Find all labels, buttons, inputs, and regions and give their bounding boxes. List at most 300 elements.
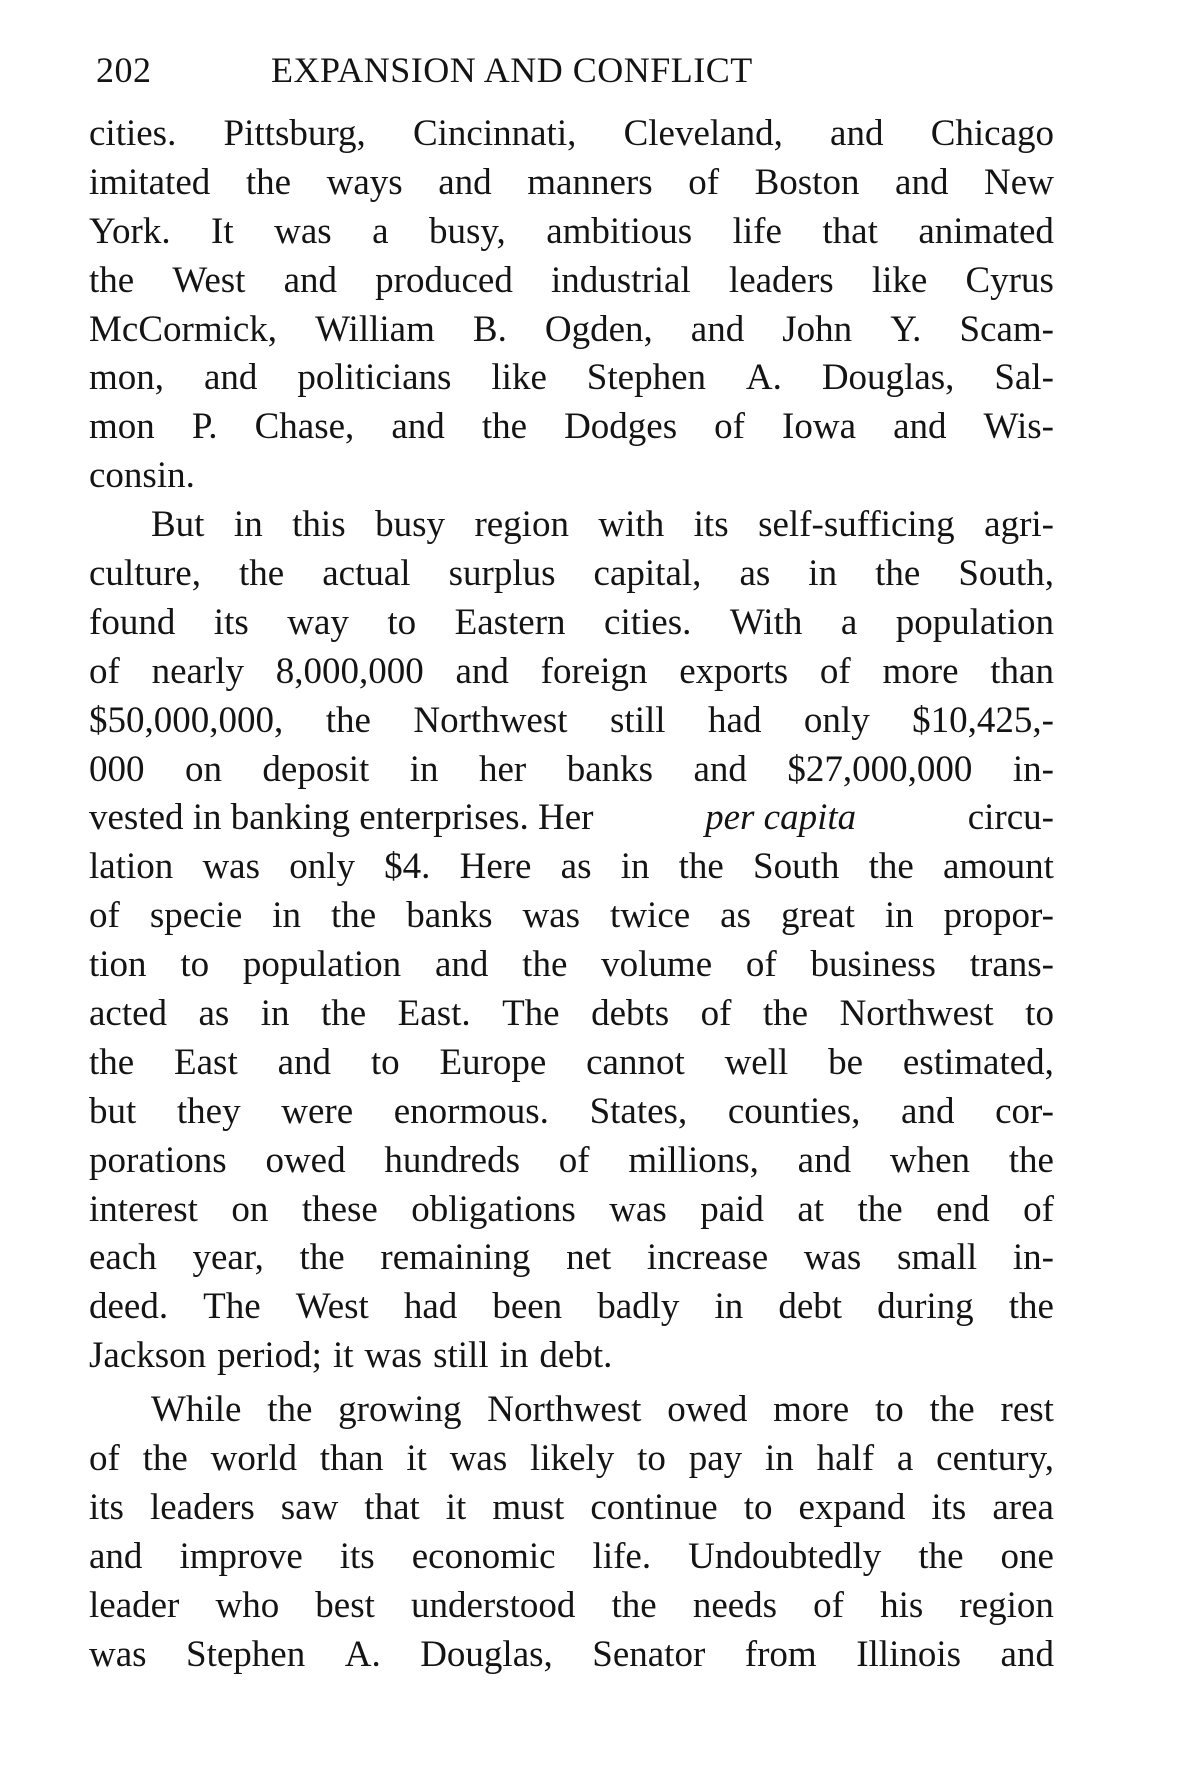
word: these	[301, 1188, 378, 1230]
word: its	[931, 1486, 967, 1528]
word: had	[403, 1286, 458, 1328]
word: the	[331, 895, 377, 937]
word: foreign	[540, 650, 648, 692]
word: the	[245, 161, 292, 203]
word: only	[803, 699, 870, 741]
word: and	[277, 1041, 331, 1083]
word: expand	[798, 1486, 906, 1528]
word: in	[808, 553, 838, 595]
word: While	[151, 1389, 242, 1431]
word: of	[745, 944, 777, 986]
word: that	[822, 210, 878, 252]
word: it	[332, 1335, 354, 1377]
word: was	[609, 1188, 667, 1230]
word: actual	[322, 553, 411, 595]
word: of	[1023, 1188, 1054, 1230]
text-line	[89, 501, 1054, 550]
italic-phrase: per capita	[705, 797, 857, 839]
word: banks	[406, 895, 493, 937]
paragraph-2	[89, 501, 1054, 1381]
word: surplus	[448, 553, 556, 595]
word: its	[693, 504, 729, 546]
word: counties,	[727, 1090, 861, 1132]
word: and	[455, 650, 509, 692]
word: deed.	[89, 1286, 169, 1328]
word: and	[203, 357, 258, 399]
word: politicians	[297, 357, 452, 399]
text-line	[89, 1484, 1054, 1533]
line-text-after: circu-	[967, 797, 1054, 839]
word: world	[210, 1438, 297, 1480]
word: Boston	[754, 161, 860, 203]
word: population	[242, 944, 402, 986]
word: Northwest	[487, 1389, 642, 1431]
word: its	[339, 1535, 375, 1577]
text-line-with-italic	[89, 794, 1054, 843]
word: to	[743, 1486, 773, 1528]
word: to	[874, 1389, 904, 1431]
word: Eastern	[454, 601, 566, 643]
word: The	[502, 993, 560, 1035]
text-line	[89, 1234, 1054, 1283]
word: life.	[592, 1535, 652, 1577]
word: A.	[344, 1633, 381, 1675]
word: Scam-	[959, 308, 1054, 350]
word: in	[764, 1438, 794, 1480]
text-line	[89, 1435, 1054, 1484]
word: small	[896, 1237, 978, 1279]
word: that	[364, 1486, 420, 1528]
word: only	[289, 846, 355, 888]
word: be	[828, 1041, 864, 1083]
word: enormous.	[393, 1090, 549, 1132]
word: year,	[192, 1237, 264, 1279]
word: Y.	[890, 308, 922, 350]
word: consin.	[89, 455, 195, 497]
word: twice	[610, 895, 691, 937]
word: economic	[411, 1535, 556, 1577]
word: the	[857, 1188, 903, 1230]
word: Cincinnati,	[412, 113, 577, 154]
text-line	[89, 354, 1054, 403]
word: of	[700, 993, 732, 1035]
word: propor-	[943, 895, 1054, 937]
word: busy,	[429, 210, 506, 252]
word: 8,000,000	[275, 650, 424, 692]
word: deposit	[262, 748, 370, 790]
word: P.	[191, 406, 218, 448]
word: increase	[646, 1237, 769, 1279]
word: A.	[745, 357, 782, 399]
word: was	[89, 1633, 147, 1675]
word: a	[896, 1438, 914, 1480]
word: in-	[1012, 1237, 1054, 1279]
word: William	[315, 308, 435, 350]
word: estimated,	[902, 1041, 1054, 1083]
word: badly	[597, 1286, 680, 1328]
word: during	[877, 1286, 974, 1328]
word: best	[315, 1584, 375, 1626]
word: been	[492, 1286, 563, 1328]
word: and	[283, 259, 338, 301]
word: The	[203, 1286, 261, 1328]
word: a	[372, 210, 389, 252]
word: as	[198, 993, 230, 1035]
text-line	[89, 1631, 1054, 1680]
text-line	[89, 257, 1054, 306]
word: tion	[89, 944, 147, 986]
word: was	[803, 1237, 862, 1279]
word: Chicago	[930, 113, 1054, 154]
word: paid	[700, 1188, 764, 1230]
word: as	[560, 846, 592, 888]
word: South	[753, 846, 840, 888]
word: debt.	[539, 1335, 613, 1377]
word: ambitious	[546, 210, 693, 252]
word: must	[492, 1486, 565, 1528]
word: needs	[692, 1584, 778, 1626]
word: the	[299, 1237, 345, 1279]
word: one	[1000, 1535, 1054, 1577]
text-line	[89, 208, 1054, 257]
word: agri-	[984, 504, 1054, 546]
word: and	[89, 1535, 143, 1577]
word: it	[406, 1438, 427, 1480]
page-number: 202	[96, 50, 152, 90]
word: Undoubtedly	[688, 1535, 882, 1577]
text-line	[89, 1088, 1054, 1137]
word: the	[762, 993, 809, 1035]
word: West	[295, 1286, 369, 1328]
text-line	[89, 1332, 1054, 1381]
word: as	[739, 553, 771, 595]
word: as	[720, 895, 751, 937]
word: the	[929, 1389, 975, 1431]
word: region	[959, 1584, 1054, 1626]
word: $50,000,000,	[89, 699, 284, 741]
word: the	[267, 1389, 313, 1431]
word: more	[773, 1389, 850, 1431]
word: the	[481, 406, 528, 448]
word: population	[895, 601, 1054, 643]
word: and	[893, 406, 947, 448]
word: Pittsburg,	[223, 113, 366, 154]
word: cor-	[995, 1090, 1054, 1132]
word: interest	[89, 1188, 198, 1230]
word: manners	[527, 161, 653, 203]
word: porations	[89, 1139, 227, 1181]
word: Cleveland,	[623, 113, 783, 154]
word: the	[875, 553, 921, 595]
word: continue	[590, 1486, 718, 1528]
word: and	[830, 113, 884, 154]
word: each	[89, 1237, 157, 1279]
word: acted	[89, 993, 168, 1035]
word: to	[637, 1438, 666, 1480]
word: McCormick,	[89, 308, 278, 350]
text-line	[89, 550, 1054, 599]
word: business	[810, 944, 936, 986]
word: end	[936, 1188, 990, 1230]
word: its	[213, 601, 249, 643]
word: Douglas,	[821, 357, 955, 399]
running-title: EXPANSION AND CONFLICT	[271, 50, 753, 90]
word: of	[558, 1139, 590, 1181]
word: John	[782, 308, 853, 350]
word: of	[89, 650, 120, 692]
word: New	[984, 161, 1054, 203]
word: saw	[280, 1486, 339, 1528]
word: century,	[936, 1438, 1054, 1480]
paragraph-3	[89, 1386, 1054, 1679]
word: who	[215, 1584, 280, 1626]
word: $4.	[384, 846, 431, 888]
word: her	[478, 748, 527, 790]
word: pay	[688, 1438, 743, 1480]
word: the	[1008, 1286, 1054, 1328]
word: and	[434, 944, 489, 986]
word: exports	[679, 650, 789, 692]
word: they	[176, 1090, 241, 1132]
text-line	[89, 1039, 1054, 1088]
word: Ogden,	[544, 308, 653, 350]
word: in	[499, 1335, 529, 1377]
word: Dodges	[564, 406, 678, 448]
word: the	[321, 993, 367, 1035]
text-line	[89, 306, 1054, 355]
body-text	[89, 110, 1054, 1680]
word: the	[89, 259, 135, 301]
word: cannot	[586, 1041, 685, 1083]
word: and	[895, 161, 949, 203]
word: busy	[375, 504, 445, 546]
word: to	[370, 1041, 400, 1083]
word: South,	[958, 553, 1054, 595]
word: of	[813, 1584, 844, 1626]
word: on	[184, 748, 222, 790]
word: were	[281, 1090, 354, 1132]
word: owed	[265, 1139, 346, 1181]
word: lation	[89, 846, 174, 888]
word: B.	[472, 308, 507, 350]
word: $27,000,000	[787, 748, 973, 790]
word: of	[89, 1438, 120, 1480]
word: from	[744, 1633, 817, 1675]
word: industrial	[551, 259, 691, 301]
word: produced	[375, 259, 513, 301]
word: half	[816, 1438, 875, 1480]
word: mon	[89, 406, 155, 448]
text-line	[89, 159, 1054, 208]
word: was	[522, 895, 581, 937]
word: likely	[530, 1438, 615, 1480]
word: ways	[326, 161, 403, 203]
word: Chase,	[254, 406, 355, 448]
word: at	[797, 1188, 825, 1230]
word: But	[151, 504, 205, 546]
word: more	[882, 650, 959, 692]
word: to	[387, 601, 417, 643]
word: Cyrus	[965, 259, 1054, 301]
word: when	[889, 1139, 970, 1181]
word: of	[89, 895, 120, 937]
word: of	[714, 406, 745, 448]
text-line	[89, 843, 1054, 892]
word: life	[732, 210, 782, 252]
word: area	[992, 1486, 1054, 1528]
word: understood	[411, 1584, 576, 1626]
word: the	[678, 846, 724, 888]
word: York.	[89, 210, 171, 252]
word: culture,	[89, 553, 201, 595]
word: specie	[149, 895, 243, 937]
word: was	[202, 846, 260, 888]
word: was	[364, 1335, 423, 1377]
word: volume	[601, 944, 713, 986]
word: the	[325, 699, 371, 741]
word: debts	[591, 993, 670, 1035]
word: well	[724, 1041, 789, 1083]
word: remaining	[380, 1237, 531, 1279]
word: mon,	[89, 357, 165, 399]
word: the	[89, 1041, 135, 1083]
text-line	[89, 648, 1054, 697]
word: with	[598, 504, 665, 546]
word: but	[89, 1090, 137, 1132]
text-line	[89, 1386, 1054, 1435]
word: debt	[778, 1286, 843, 1328]
word: Stephen	[586, 357, 706, 399]
word: obligations	[411, 1188, 576, 1230]
word: Northwest	[413, 699, 568, 741]
word: the	[142, 1438, 188, 1480]
word: banks	[566, 748, 654, 790]
word: in	[272, 895, 302, 937]
word: owed	[667, 1389, 748, 1431]
word: this	[292, 504, 346, 546]
text-line	[89, 599, 1054, 648]
word: 000	[89, 748, 145, 790]
word: in	[620, 846, 650, 888]
word: the	[239, 553, 285, 595]
word: growing	[338, 1389, 462, 1431]
text-line	[89, 1186, 1054, 1235]
word: to	[180, 944, 210, 986]
word: leader	[89, 1584, 180, 1626]
word: It	[211, 210, 234, 252]
word: had	[708, 699, 762, 741]
word: its	[89, 1486, 124, 1528]
word: still	[433, 1335, 489, 1377]
word: Jackson	[89, 1335, 207, 1377]
word: capital,	[593, 553, 702, 595]
word: was	[449, 1438, 508, 1480]
word: great	[780, 895, 855, 937]
word: in	[260, 993, 290, 1035]
word: in	[714, 1286, 744, 1328]
word: West	[172, 259, 246, 301]
word: rest	[1000, 1389, 1054, 1431]
word: net	[566, 1237, 612, 1279]
paragraph-1	[89, 110, 1054, 501]
word: Douglas,	[420, 1633, 553, 1675]
word: in	[409, 748, 439, 790]
word: amount	[942, 846, 1054, 888]
word: was	[274, 210, 332, 252]
word: still	[610, 699, 666, 741]
word: self-sufficing	[758, 504, 955, 546]
word: Stephen	[186, 1633, 306, 1675]
word: With	[729, 601, 803, 643]
text-line	[89, 892, 1054, 941]
word: States,	[589, 1090, 688, 1132]
line-text-before: vested in banking enterprises. Her	[89, 797, 594, 839]
text-line	[89, 1582, 1054, 1631]
text-line	[89, 990, 1054, 1039]
word: the	[918, 1535, 964, 1577]
word: period;	[217, 1335, 322, 1377]
word: animated	[918, 210, 1054, 252]
word: the	[522, 944, 568, 986]
word: found	[89, 601, 176, 643]
word: Illinois	[856, 1633, 962, 1675]
word: the	[611, 1584, 657, 1626]
word: and	[391, 406, 445, 448]
word: Sal-	[994, 357, 1054, 399]
word: the	[868, 846, 914, 888]
word: and	[901, 1090, 955, 1132]
text-line	[89, 403, 1054, 452]
word: Europe	[439, 1041, 547, 1083]
word: of	[688, 161, 720, 203]
word: imitated	[89, 161, 211, 203]
word: cities.	[604, 601, 692, 643]
word: Iowa	[782, 406, 857, 448]
running-head	[96, 42, 1016, 98]
word: East	[174, 1041, 238, 1083]
text-line	[89, 452, 1054, 501]
word: Senator	[592, 1633, 706, 1675]
word: like	[491, 357, 547, 399]
word: and	[690, 308, 745, 350]
word: like	[871, 259, 928, 301]
word: and	[797, 1139, 852, 1181]
word: in	[884, 895, 914, 937]
word: on	[231, 1188, 269, 1230]
text-line	[89, 746, 1054, 795]
word: and	[438, 161, 492, 203]
word: leaders	[728, 259, 834, 301]
word: cities.	[89, 113, 177, 154]
word: millions,	[628, 1139, 759, 1181]
word: than	[319, 1438, 384, 1480]
word: in	[233, 504, 263, 546]
word: the	[1008, 1139, 1054, 1181]
word: and	[693, 748, 747, 790]
text-line	[89, 110, 1054, 159]
word: a	[840, 601, 858, 643]
word: East.	[397, 993, 471, 1035]
word: trans-	[969, 944, 1054, 986]
word: Here	[459, 846, 532, 888]
word: $10,425,-	[912, 699, 1054, 741]
word: to	[1025, 993, 1054, 1035]
text-line	[89, 941, 1054, 990]
word: hundreds	[384, 1139, 521, 1181]
word: Northwest	[839, 993, 994, 1035]
word: of	[819, 650, 851, 692]
word: leaders	[149, 1486, 255, 1528]
